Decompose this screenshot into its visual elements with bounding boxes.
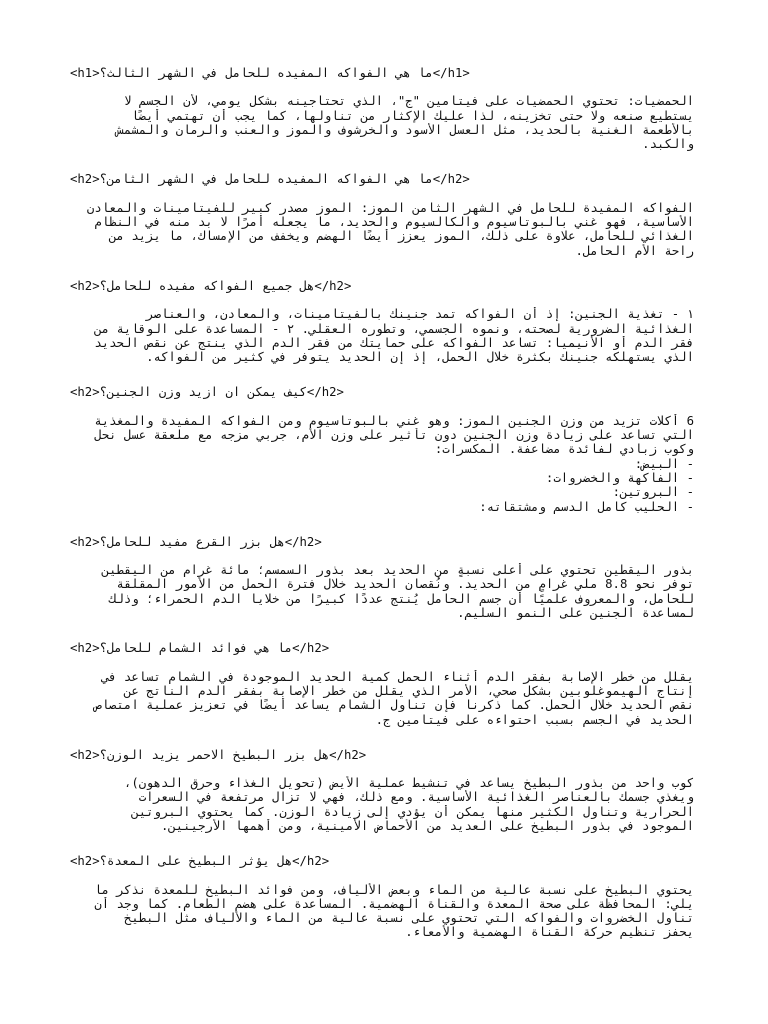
list-item: - البروتين: (612, 485, 694, 500)
body-line: الذي يستهلكه جنينك بكثرة خلال الحمل، إذ إن الحديد يتوفر في كثير من الفواكه. (146, 350, 694, 365)
section-body (70, 883, 694, 940)
body-line: لمساعدة الجنين على النمو السليم. (457, 606, 694, 621)
body-line: الأساسية، فهو غني بالبوتاسيوم والكالسيوم والحديد، ما يجعله أمرًا لا بد منه في النظام (94, 215, 694, 230)
section-heading: <h2>هل بزر القرع مفيد للحامل؟</h2> (70, 534, 322, 549)
body-line: 6 أكلات تزيد من وزن الجنين الموز: وهو غني بالبوتاسيوم ومن الفواكه المفيدة والمغذية (94, 413, 694, 428)
body-line: تناول الخضروات والفواكه التي تحتوي على نسبة عالية من الماء والألياف مثل البطيخ (123, 911, 694, 926)
body-line: بذور اليقطين تحتوي على أعلى نسبةٍ من الحديد بعد بذور السمسم؛ مائة غرام من اليقطين (101, 563, 694, 578)
body-line: يقلل من خطر الإصابة بفقر الدم أثناء الحمل كمية الحديد الموجودة في الشمام تساعد في (101, 669, 694, 684)
body-line: راحة الأم الحامل. (575, 243, 694, 258)
list-item: - الحليب كامل الدسم ومشتقاته: (479, 499, 694, 514)
section (70, 641, 694, 726)
list-item: - الفاكهة والخضروات: (545, 470, 694, 485)
section (70, 172, 694, 257)
section-heading: <h2>هل جميع الفواكه مفيده للحامل؟</h2> (70, 278, 352, 293)
body-line: يلي: المحافظة على صحة المعدة والقناة الهضمية. المساعدة على هضم الطعام. كما وجد أن (94, 896, 694, 911)
body-line: الحمضيات: تحتوي الحمضيات على فيتامين "ج"، الذي تحتاجينه بشكل يومي، لأن الجسم لا (123, 94, 694, 109)
body-line: ويغذي جسمك بالعناصر الغذائية الأساسية. ومع ذلك، فهي لا تزال مرتفعة في السعرات (138, 790, 694, 805)
body-line: يستطيع صنعه ولا حتى تخزينه، لذا عليك الإكثار من تناولها، كما يجب أن تهتمي أيضًا (131, 108, 694, 123)
body-line: يحتوي البطيخ على نسبة عالية من الماء وبعض الألياف، ومن فوائد البطيخ للمعدة نذكر ما (94, 882, 694, 897)
body-line: فقر الدم أو الأنيميا: تساعد الفواكه على حمايتك من فقر الدم الذي ينتج عن نقص الحديد (94, 335, 694, 350)
section-heading: <h2>هل بزر البطيخ الاحمر يزيد الوزن؟</h2> (70, 747, 367, 762)
body-line: والكبد. (642, 137, 694, 152)
body-line: الغذائي للحامل، علاوة على ذلك، الموز يعزز أيضًا الهضم ويخفف من الإمساك، ما يزيد من (109, 229, 694, 244)
section-body (70, 201, 694, 258)
body-line: بالأطعمة الغنية بالحديد، مثل العسل الأسود والخرشوف والموز والعنب والرمان والمشمش (116, 122, 694, 137)
body-line: الغذائية الضرورية لصحته، ونموه الجسمي، وتطوره العقلي. ٢ - المساعدة على الوقاية من (94, 321, 694, 336)
section (70, 385, 694, 513)
section-body (70, 94, 694, 151)
body-line: ١ - تغذية الجنين: إذ أن الفواكه تمد جنينك بالفيتامينات، والمعادن، والعناصر (146, 307, 694, 322)
section-body (70, 307, 694, 364)
body-line: توفر نحو 8.8 ملي غرامٍ من الحديد. ونُقصان الحديد خلال فترة الحمل من الأمور المقلقة (116, 577, 694, 592)
section-heading: <h2>ما هي فوائد الشمام للحامل؟</h2> (70, 641, 330, 656)
body-line: الحديد في الجسم بسبب احتواءه على فيتامين ج. (375, 712, 694, 727)
body-line: الحرارية وتناول الكثير منها يمكن أن يؤدي إلى زيادة الوزن. كما يحتوي البروتين (131, 804, 694, 819)
document-page (70, 66, 694, 940)
section-heading: <h1>ما هي الفواكه المفيده للحامل في الشهر الثالث؟</h1> (70, 66, 470, 80)
section-body (70, 670, 694, 727)
section-heading: <h2>ما هي الفواكه المفيده للحامل في الشهر الثامن؟</h2> (70, 172, 470, 187)
body-line: للحامل، والمعروف علميًا أن جسم الحامل يُنتج عددًا كبيرًا من خلايا الدم الحمراء؛ وذلك (109, 591, 694, 606)
list-item: - البيض: (634, 456, 694, 471)
section (70, 66, 694, 151)
body-line: الفواكه المفيدة للحامل في الشهر الثامن الموز: الموز مصدر كبير للفيتامينات والمعادن (86, 200, 694, 215)
section-body (70, 776, 694, 833)
body-line: الموجود في بذور البطيخ على العديد من الأحماض الأمينية، ومن أهمها الأرجينين. (160, 818, 694, 833)
body-line: التي تساعد على زيادة وزن الجنين دون تأثير على وزن الأم، جربي مزجه مع ملعقة عسل نحل (94, 428, 694, 443)
section-heading: <h2>هل يؤثر البطيخ على المعدة؟</h2> (70, 854, 330, 869)
section-body (70, 563, 694, 620)
body-line: يحفز تنظيم حركة القناة الهضمية والأمعاء. (405, 925, 694, 940)
section-body (70, 414, 694, 514)
section (70, 748, 694, 833)
section-heading: <h2>كيف يمكن ان ازيد وزن الجنين؟</h2> (70, 385, 344, 400)
section (70, 854, 694, 939)
body-line: كوب واحد من بذور البطيخ يساعد في تنشيط عملية الأيض (تحويل الغذاء وحرق الدهون)، (123, 776, 694, 791)
body-line: وكوب زبادي لفائدة مضاعفة. المكسرات: (434, 442, 694, 457)
section (70, 535, 694, 620)
body-line: إنتاج الهيموغلوبين بشكل صحي، الأمر الذي يقلل من خطر الإصابة بفقر الدم الناتج عن (123, 683, 694, 698)
section (70, 279, 694, 364)
body-line: نقص الحديد خلال الحمل. كما ذكرنا فإن تناول الشمام يساعد أيضًا في تعزيز عملية امتصاص (94, 698, 694, 713)
